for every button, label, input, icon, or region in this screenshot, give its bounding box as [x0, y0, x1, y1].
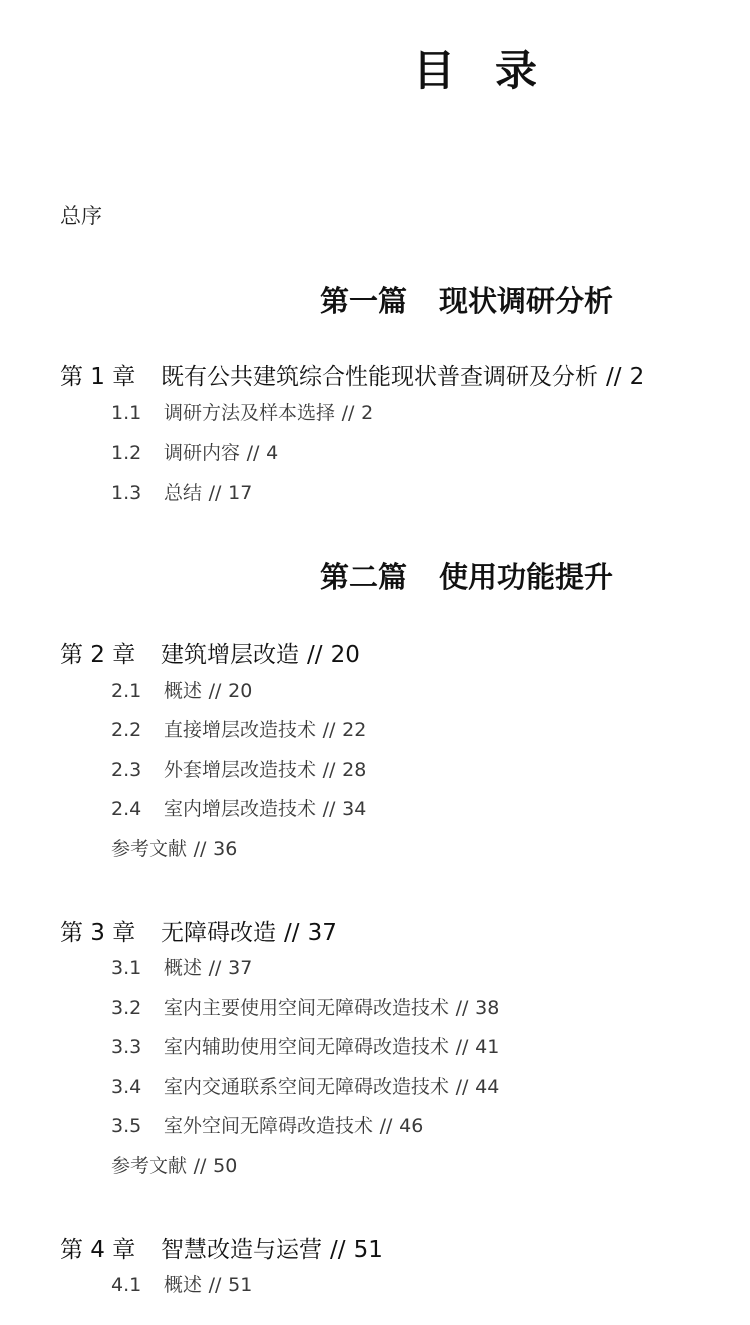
toc-chapter-1[interactable]	[60, 358, 644, 391]
part-title-1	[320, 279, 613, 320]
chapter-title: 智慧改造与运营	[161, 1237, 322, 1263]
section-number: 3.5	[111, 1115, 142, 1137]
chapter-label: 第 1 章	[60, 364, 136, 390]
section-page: 46	[399, 1115, 424, 1137]
separator: //	[208, 680, 222, 702]
section-title: 调研内容	[164, 442, 241, 464]
separator: //	[455, 1036, 469, 1058]
references-page: 50	[213, 1155, 238, 1177]
toc-section-3-3[interactable]	[111, 1032, 499, 1059]
section-number: 2.2	[111, 719, 142, 741]
chapter-title: 既有公共建筑综合性能现状普查调研及分析	[161, 364, 598, 390]
section-number: 1.2	[111, 442, 142, 464]
section-page: 37	[228, 957, 253, 979]
toc-references-3[interactable]	[111, 1151, 237, 1178]
toc-section-2-4[interactable]	[111, 794, 366, 821]
chapter-title: 建筑增层改造	[161, 642, 299, 668]
section-title: 室内增层改造技术	[164, 798, 317, 820]
separator: //	[284, 920, 300, 946]
separator: //	[193, 1155, 207, 1177]
toc-section-1-2[interactable]	[111, 438, 278, 465]
separator: //	[322, 798, 336, 820]
separator: //	[330, 1237, 346, 1263]
toc-section-4-1[interactable]	[111, 1270, 252, 1297]
chapter-page: 20	[330, 642, 360, 668]
toc-section-1-3[interactable]	[111, 478, 252, 505]
section-title: 总结	[164, 482, 203, 504]
chapter-label: 第 2 章	[60, 642, 136, 668]
part-title-2	[320, 555, 613, 596]
part-name: 使用功能提升	[439, 560, 614, 594]
section-title: 室内交通联系空间无障碍改造技术	[164, 1076, 450, 1098]
section-title: 室外空间无障碍改造技术	[164, 1115, 374, 1137]
separator: //	[341, 402, 355, 424]
section-page: 2	[361, 402, 374, 424]
toc-section-3-2[interactable]	[111, 993, 499, 1020]
separator: //	[208, 482, 222, 504]
toc-section-1-1[interactable]	[111, 398, 373, 425]
section-page: 41	[475, 1036, 500, 1058]
separator: //	[455, 1076, 469, 1098]
chapter-page: 51	[353, 1237, 383, 1263]
part-number: 第一篇	[320, 284, 408, 318]
part-name: 现状调研分析	[439, 284, 614, 318]
separator: //	[246, 442, 260, 464]
section-page: 17	[228, 482, 253, 504]
separator: //	[208, 1274, 222, 1296]
toc-chapter-4[interactable]	[60, 1231, 383, 1264]
chapter-label: 第 4 章	[60, 1237, 136, 1263]
chapter-label: 第 3 章	[60, 920, 136, 946]
section-number: 2.3	[111, 759, 142, 781]
section-number: 1.3	[111, 482, 142, 504]
section-title: 室内主要使用空间无障碍改造技术	[164, 997, 450, 1019]
toc-section-3-4[interactable]	[111, 1072, 499, 1099]
references-title: 参考文献	[111, 838, 188, 860]
section-page: 34	[342, 798, 367, 820]
separator: //	[208, 957, 222, 979]
section-number: 2.4	[111, 798, 142, 820]
section-title: 概述	[164, 680, 203, 702]
section-number: 3.2	[111, 997, 142, 1019]
toc-section-2-1[interactable]	[111, 676, 252, 703]
separator: //	[322, 759, 336, 781]
separator: //	[606, 364, 622, 390]
separator: //	[307, 642, 323, 668]
section-page: 22	[342, 719, 367, 741]
page-title: 目录	[413, 46, 578, 95]
section-number: 3.3	[111, 1036, 142, 1058]
section-page: 44	[475, 1076, 500, 1098]
section-number: 2.1	[111, 680, 142, 702]
part-number: 第二篇	[320, 560, 408, 594]
section-number: 4.1	[111, 1274, 142, 1296]
toc-references-2[interactable]	[111, 834, 237, 861]
toc-chapter-3[interactable]	[60, 914, 337, 947]
section-page: 38	[475, 997, 500, 1019]
chapter-page: 2	[629, 364, 645, 390]
section-page: 20	[228, 680, 253, 702]
section-title: 概述	[164, 1274, 203, 1296]
section-page: 4	[266, 442, 279, 464]
references-page: 36	[213, 838, 238, 860]
section-number: 3.1	[111, 957, 142, 979]
section-title: 调研方法及样本选择	[164, 402, 336, 424]
chapter-title: 无障碍改造	[161, 920, 276, 946]
toc-section-3-5[interactable]	[111, 1111, 423, 1138]
toc-section-3-1[interactable]	[111, 953, 252, 980]
section-title: 室内辅助使用空间无障碍改造技术	[164, 1036, 450, 1058]
separator: //	[193, 838, 207, 860]
separator: //	[379, 1115, 393, 1137]
toc-chapter-2[interactable]	[60, 636, 360, 669]
section-number: 1.1	[111, 402, 142, 424]
section-page: 28	[342, 759, 367, 781]
chapter-page: 37	[307, 920, 337, 946]
section-title: 直接增层改造技术	[164, 719, 317, 741]
separator: //	[455, 997, 469, 1019]
section-title: 外套增层改造技术	[164, 759, 317, 781]
separator: //	[322, 719, 336, 741]
section-number: 3.4	[111, 1076, 142, 1098]
references-title: 参考文献	[111, 1155, 188, 1177]
toc-section-2-3[interactable]	[111, 755, 366, 782]
section-page: 51	[228, 1274, 253, 1296]
toc-preface[interactable]: 总序	[60, 204, 102, 228]
toc-section-2-2[interactable]	[111, 715, 366, 742]
section-title: 概述	[164, 957, 203, 979]
